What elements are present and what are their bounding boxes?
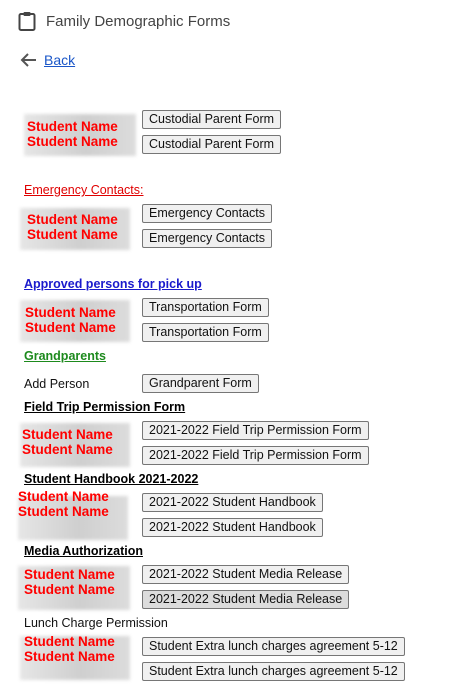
add-person-label: Add Person xyxy=(24,377,90,391)
field-trip-permission-button[interactable]: 2021-2022 Field Trip Permission Form xyxy=(142,421,369,440)
student-media-release-button[interactable]: 2021-2022 Student Media Release xyxy=(142,565,349,584)
student-name: Student Name xyxy=(24,567,115,582)
field-trip-permission-button[interactable]: 2021-2022 Field Trip Permission Form xyxy=(142,446,369,465)
student-name: Student Name xyxy=(27,119,118,134)
student-name: Student Name xyxy=(27,134,118,149)
student-name: Student Name xyxy=(18,489,109,504)
clipboard-icon xyxy=(18,11,36,31)
student-name: Student Name xyxy=(24,582,115,597)
lunch-charges-agreement-button[interactable]: Student Extra lunch charges agreement 5-12 xyxy=(142,637,405,656)
approved-pickup-heading: Approved persons for pick up xyxy=(24,277,202,291)
lunch-charges-agreement-button[interactable]: Student Extra lunch charges agreement 5-12 xyxy=(142,662,405,681)
page-title: Family Demographic Forms xyxy=(46,12,231,30)
emergency-contacts-button[interactable]: Emergency Contacts xyxy=(142,204,272,223)
back-label[interactable]: Back xyxy=(44,52,76,68)
custodial-parent-form-button[interactable]: Custodial Parent Form xyxy=(142,110,281,129)
field-trip-heading: Field Trip Permission Form xyxy=(24,400,186,414)
student-name: Student Name xyxy=(22,442,113,457)
student-name: Student Name xyxy=(25,320,116,335)
grandparent-form-button[interactable]: Grandparent Form xyxy=(142,374,259,393)
grandparents-heading: Grandparents xyxy=(24,349,106,363)
transportation-form-button[interactable]: Transportation Form xyxy=(142,298,269,317)
student-name: Student Name xyxy=(22,427,113,442)
student-name: Student Name xyxy=(25,305,116,320)
custodial-parent-form-button[interactable]: Custodial Parent Form xyxy=(142,135,281,154)
student-name: Student Name xyxy=(18,504,109,519)
student-handbook-button[interactable]: 2021-2022 Student Handbook xyxy=(142,493,323,512)
media-authorization-heading: Media Authorization xyxy=(24,544,143,558)
student-name: Student Name xyxy=(27,227,118,242)
student-handbook-button[interactable]: 2021-2022 Student Handbook xyxy=(142,518,323,537)
emergency-contacts-heading: Emergency Contacts: xyxy=(24,183,144,197)
student-name: Student Name xyxy=(24,634,115,649)
student-name: Student Name xyxy=(24,649,115,664)
emergency-contacts-button[interactable]: Emergency Contacts xyxy=(142,229,272,248)
lunch-charge-heading: Lunch Charge Permission xyxy=(24,616,168,630)
student-handbook-heading: Student Handbook 2021-2022 xyxy=(24,472,199,486)
transportation-form-button[interactable]: Transportation Form xyxy=(142,323,269,342)
student-name: Student Name xyxy=(27,212,118,227)
student-media-release-button[interactable]: 2021-2022 Student Media Release xyxy=(142,590,349,609)
arrow-left-icon xyxy=(20,51,38,69)
back-link[interactable] xyxy=(20,51,75,69)
page-header xyxy=(18,9,230,33)
